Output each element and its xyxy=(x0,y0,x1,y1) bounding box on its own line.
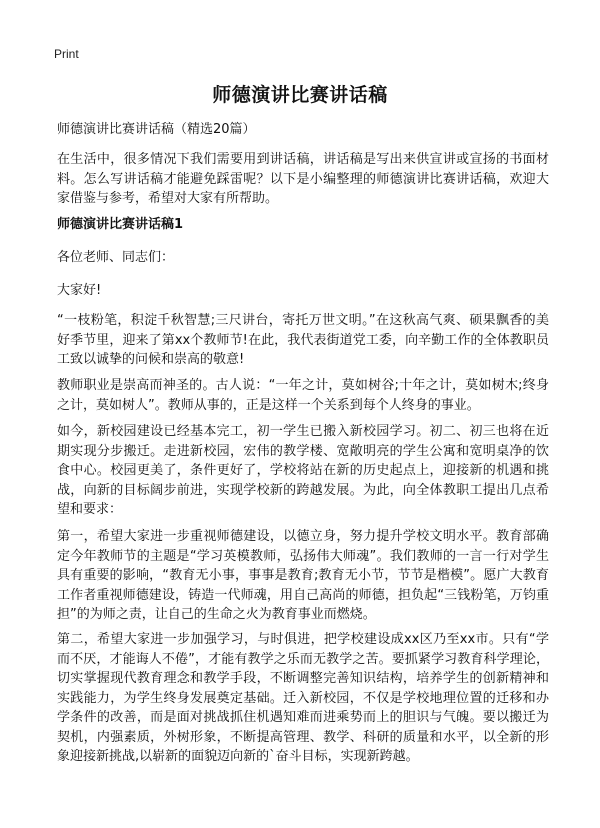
body-paragraph: 教师职业是崇高而神圣的。古人说：“一年之计，莫如树谷;十年之计，莫如树木;终身之计，莫如树人”。教师从事的，正是这样一个关系到每个人终身的事业。 xyxy=(57,378,549,413)
print-link[interactable]: Print xyxy=(54,47,79,61)
document-title: 师德演讲比赛讲话稿 xyxy=(212,84,388,106)
intro-paragraph: 在生活中，很多情况下我们需要用到讲话稿，讲话稿是写出来供宣讲或宣扬的书面材料。怎么写讲话稿才能避免踩雷呢？以下是小编整理的师德演讲比赛讲话稿，欢迎大家借鉴与参考，希望对大家有所帮助。 xyxy=(57,152,549,206)
greeting-line: 各位老师、同志们： xyxy=(57,250,175,265)
body-paragraph: “一枝粉笔，积淀千秋智慧;三尺讲台，寄托万世文明。”在这秋高气爽、硕果飘香的美好季节里，迎来了第xx个教师节!在此，我代表街道党工委，向辛勤工作的全体教职员工致以诚挚的问候和崇高的敬意! xyxy=(57,313,549,367)
body-paragraph: 第一，希望大家进一步重视师德建设，以德立身，努力提升学校文明水平。教育部确定今年教师节的主题是“学习英模教师，弘扬伟大师魂”。我们教师的一言一行对学生具有重要的影响，“教育无小事，事事是教育;教育无小节，节节是楷模”。愿广大教育工作者重视师德建设，铸造一代师魂，用自己高尚的师德，担负起“三钱粉笔，万钧重担”的为师之责，让自己的生命之火为教育事业而燃烧。 xyxy=(57,529,549,622)
section-heading: 师德演讲比赛讲话稿1 xyxy=(57,217,184,232)
body-paragraph: 第二，希望大家进一步加强学习，与时俱进，把学校建设成xx区乃至xx市。只有“学而不厌，才能诲人不倦”，才能有教学之乐而无教学之苦。要抓紧学习教育科学理论，切实掌握现代教育理念和教学手段，不断调整完善知识结构，培养学生的创新精神和实践能力，为学生终身发展奠定基础。迁入新校园，不仅是学校地理位置的迁移和办学条件的改善，而是面对挑战抓住机遇知难而进乘势而上的胆识与气魄。要以搬迁为契机，内强素质，外树形象，不断提高管理、教学、科研的质量和水平，以全新的形象迎接新挑战,以崭新的面貌迈向新的`奋斗目标，实现新跨越。 xyxy=(57,632,549,764)
body-paragraph: 如今，新校园建设已经基本完工，初一学生已搬入新校园学习。初二、初三也将在近期实现分步搬迁。走进新校园，宏伟的教学楼、宽敞明亮的学生公寓和宽明桌净的饮食中心。校园更美了，条件更好了，学校将站在新的历史起点上，迎接新的机遇和挑战，向新的目标阔步前进，实现学校新的跨越发展。为此，向全体教职工提出几点希望和要求： xyxy=(57,424,549,517)
greeting-line: 大家好! xyxy=(57,283,102,298)
document-subtitle: 师德演讲比赛讲话稿（精选20篇） xyxy=(57,122,256,137)
